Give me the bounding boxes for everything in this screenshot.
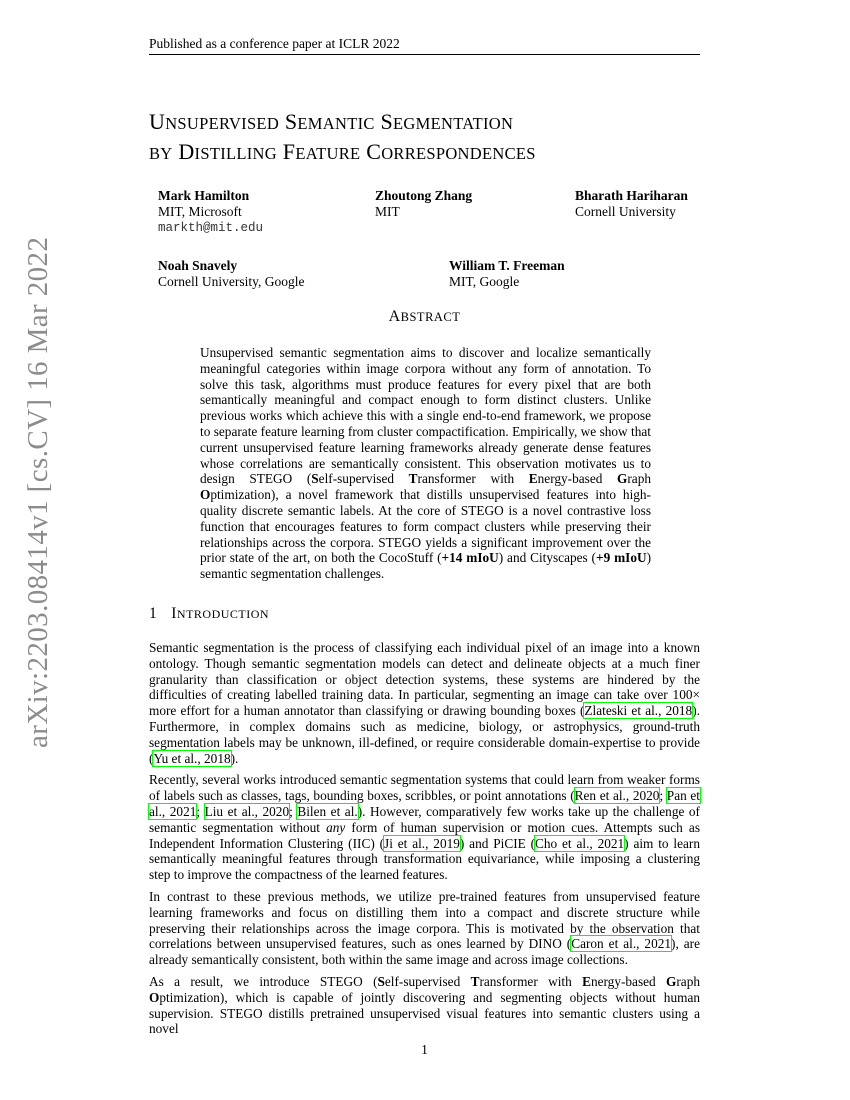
author-block — [158, 188, 263, 236]
citation-link[interactable]: Bilen et al. — [297, 803, 358, 819]
citation-link[interactable]: Ji et al., 2019 — [384, 835, 460, 851]
citation-link[interactable]: Liu et al., 2020 — [204, 803, 290, 819]
paragraph: As a result, we introduce STEGO (Self-supervised Transformer with Energy-based Graph Optimization), which is capable of jointly discovering and segmenting objects without human supervision. STEGO distills pretrained unsupervised visual features into semantic clusters using a novel — [149, 973, 700, 1037]
introduction-body — [149, 640, 700, 1043]
author-affiliation: Cornell University, Google — [158, 274, 305, 289]
paragraph: In contrast to these previous methods, we utilize pre-trained features from unsupervised feature learning frameworks and focus on distilling them into a compact and discrete structure while preserving their relationships across the image corpora. This is motivated by the observation that correlations between unsupervised features, such as ones learned by DINO (Caron et al., 2021), are already semantically consistent, both within the same image and across image collections. — [149, 888, 700, 968]
author-email[interactable]: markth@mit.edu — [158, 221, 264, 235]
author-affiliation: Cornell University — [575, 204, 676, 219]
paragraph: Semantic segmentation is the process of classifying each individual pixel of an image into a known ontology. Though semantic segmentation models can detect and delineate objects at a much finer granularity than classification or object detection systems, these systems are hindered by the difficulties of creating labelled training data. In particular, segmenting an image can take over 100× more effort for a human annotator than classifying or drawing bounding boxes (Zlateski et al., 2018). Furthermore, in complex domains such as medicine, biology, or astrophysics, ground-truth segmentation labels may be unknown, ill-defined, or require considerable domain-expertise to provide (Yu et al., 2018). — [149, 640, 700, 766]
citation-link[interactable]: Pan et al., 2021 — [149, 788, 700, 819]
citation-link[interactable]: Cho et al., 2021 — [535, 835, 625, 851]
author-affiliation: MIT — [375, 204, 400, 219]
abstract-text: Unsupervised semantic segmentation aims to discover and localize semantically meaningful categories within image corpora without any form of annotation. To solve this task, algorithms must produce features for every pixel that are both semantically meaningful and compact enough to form distinct clusters. Unlike previous works which achieve this with a single end-to-end framework, we propose to separate feature learning from cluster compactification. Empirically, we show that current unsupervised feature learning frameworks already generate dense features whose correlations are semantically consistent. This observation motivates us to design STEGO (Self-supervised Transformer with Energy-based Graph Optimization), a novel framework that distills unsupervised features into high-quality discrete semantic labels. At the core of STEGO is a novel contrastive loss function that encourages features to form compact clusters while preserving their relationships across the corpora. STEGO yields a significant improvement over the prior state of the art, on both the CocoStuff (+14 mIoU) and Cityscapes (+9 mIoU) semantic segmentation challenges. — [200, 345, 652, 582]
author-affiliation: MIT, Google — [449, 274, 520, 289]
author-name: Mark Hamilton — [158, 188, 250, 203]
citation-link[interactable]: Zlateski et al., 2018 — [584, 703, 693, 719]
abstract-heading: ABSTRACT — [388, 308, 461, 325]
citation-link[interactable]: Caron et al., 2021 — [571, 936, 672, 952]
author-block — [375, 188, 472, 220]
author-block — [158, 258, 304, 290]
citation-link[interactable]: Yu et al., 2018 — [153, 750, 231, 766]
author-name: Bharath Hariharan — [575, 188, 688, 203]
arxiv-stamp[interactable]: arXiv:2203.08414v1 [cs.CV] 16 Mar 2022 — [22, 236, 54, 748]
paragraph: Recently, several works introduced semantic segmentation systems that could learn from weaker forms of labels such as classes, tags, bounding boxes, scribbles, or point annotations (Ren et al., 2020; Pan et al., 2021; Liu et al., 2020; Bilen et al.). However, comparatively few works take up the challenge of semantic segmentation without any form of human supervision or motion cues. Attempts such as Independent Information Clustering (IIC) (Ji et al., 2019) and PiCIE (Cho et al., 2021) aim to learn semantically meaningful features through transformation equivariance, while imposing a clustering step to improve the compactness of the learned features. — [149, 772, 701, 883]
title-line-2: BY DISTILLING FEATURE CORRESPONDENCES — [149, 139, 536, 164]
paper-title — [149, 108, 709, 168]
title-line-1: UNSUPERVISED SEMANTIC SEGMENTATION — [149, 109, 514, 134]
running-header: Published as a conference paper at ICLR 2022 — [149, 36, 700, 55]
author-block — [575, 188, 688, 220]
author-name: Zhoutong Zhang — [375, 188, 473, 203]
author-block — [449, 258, 565, 290]
author-name: Noah Snavely — [158, 258, 238, 273]
citation-link[interactable]: Ren et al., 2020 — [574, 788, 660, 804]
section-heading-introduction: 1 INTRODUCTION — [149, 605, 270, 622]
author-affiliation: MIT, Microsoft — [158, 204, 242, 219]
page-number: 1 — [421, 1042, 428, 1057]
author-name: William T. Freeman — [449, 258, 565, 273]
